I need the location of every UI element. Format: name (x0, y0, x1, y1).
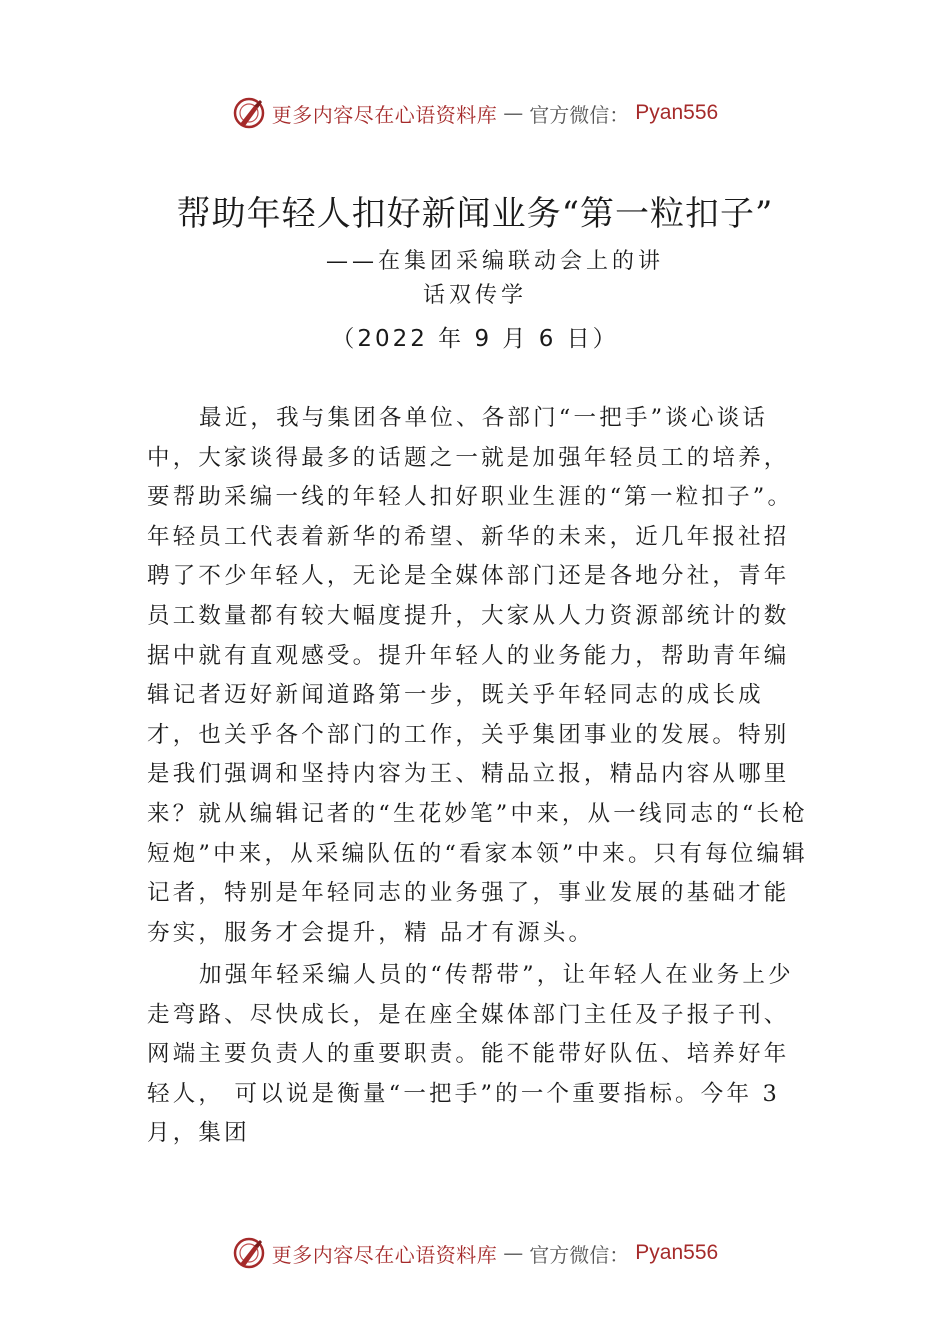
header-watermark (0, 96, 950, 130)
watermark-text: 更多内容尽在心语资料库 (271, 1242, 498, 1267)
body-paragraph-2: 加强年轻采编人员的“传帮带”，让年轻人在业务上少走弯路、尽快成长，是在座全媒体部门主任及子报子刊、网端主要负责人的重要职责。能不能带好队伍、培养好年轻人， 可以说是衡量“一把手”的一个重要指标。今年 3 月，集团 (147, 962, 794, 1147)
watermark-label: 官方微信： (529, 102, 630, 127)
body-paragraph-1: 最近，我与集团各单位、各部门“一把手”谈心谈话中，大家谈得最多的话题之一就是加强年轻员工的培养，要帮助采编一线的年轻人扣好职业生涯的“第一粒扣子”。年轻员工代表着新华的希望、新华的未来，近几年报社招聘了不少年轻人，无论是全媒体部门还是各地分社，青年员工数量都有较大幅度提升，大家从人力资源部统计的数据中就有直观感受。提升年轻人的业务能力，帮助青年编辑记者迈好新闻道路第一步，既关乎年轻同志的成长成才，也关乎各个部门的工作，关乎集团事业的发展。特别是我们强调和坚持内容为王、精品立报，精品内容从哪里来？就从编辑记者的“生花妙笔”中来，从一线同志的“长枪短炮”中来，从采编队伍的“看家本领”中来。只有每位编辑记者，特别是年轻同志的业务强了，事业发展的基础才能夯实，服务才会提升，精 品才有源头。 (147, 405, 808, 946)
footer-watermark (0, 1236, 950, 1270)
watermark-dash: — (503, 1241, 524, 1265)
watermark-text: 更多内容尽在心语资料库 (271, 102, 498, 127)
fountain-pen-seal-logo-icon (232, 1236, 266, 1270)
watermark-wechat-id: Pyan556 (635, 1241, 719, 1264)
document-subtitle-line1: ——在集团采编联动会上的讲 (325, 249, 664, 274)
document-date: （2022 年 9 月 6 日） (331, 326, 619, 352)
document-subtitle-line2: 话双传学 (422, 283, 527, 308)
document-title: 帮助年轻人扣好新闻业务“第一粒扣子” (176, 194, 774, 234)
fountain-pen-seal-logo-icon (232, 96, 266, 130)
watermark-dash: — (503, 101, 524, 125)
watermark-label: 官方微信： (529, 1242, 630, 1267)
watermark-wechat-id: Pyan556 (635, 101, 719, 124)
